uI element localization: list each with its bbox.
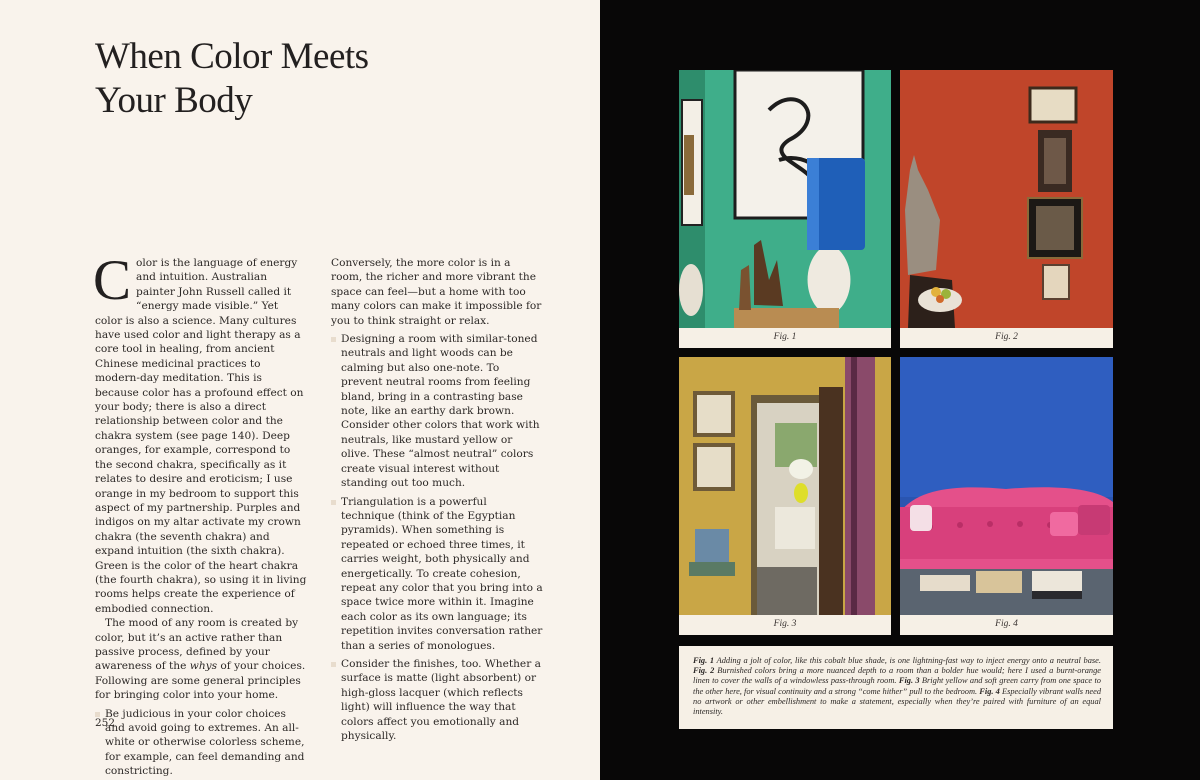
bullet-item: Triangulation is a powerful technique (think of the Egyptian pyramids). When something is repeated or echoed three times, it carries weight, both physically and energetically. To create cohesion, repeat any color that you bring into a space twice more within it. Imagine each color as its own language; its repetition invites conversation rather than a series of monologues. bbox=[331, 495, 543, 653]
figure-1 bbox=[679, 70, 891, 348]
paragraph-1 bbox=[93, 249, 307, 616]
body-column-2 bbox=[331, 256, 543, 743]
paragraph-2 bbox=[95, 616, 307, 702]
yellow-room-illustration bbox=[679, 357, 891, 615]
caption-2-text: Burnished colors bring a more nuanced depth to a room than a bolder hue would; here I used a burnt-orange linen to cover the walls of a windowless pass-through room. bbox=[693, 666, 1101, 686]
drop-cap: C bbox=[93, 249, 132, 312]
bullet-item: Be judicious in your color choices and avoid going to extremes. An all-white or otherwise colorless scheme, for example, can feel demanding and constricting. bbox=[95, 707, 307, 779]
caption-1-text: Adding a jolt of color, like this cobalt blue shade, is one lightning-fast way to inject energy onto a neutral base. bbox=[714, 656, 1101, 665]
figure-4 bbox=[900, 357, 1113, 635]
bullet-item: Consider the finishes, too. Whether a surface is matte (light absorbent) or high-gloss lacquer (which reflects light) will influence the way that colors affect you emotionally and physically. bbox=[331, 657, 543, 743]
caption-1-fig: Fig. 1 bbox=[693, 656, 715, 665]
figure-3 bbox=[679, 357, 891, 635]
caption-3-fig: Fig. 3 bbox=[898, 676, 920, 686]
paragraph-2-text-a: The mood of any room is created by color, but it’s an active rather than passive process, defined by your awareness of the bbox=[95, 617, 299, 673]
caption-4-text: Especially vibrant walls need no artwork or other embellishment to make a statement, especially when they’re paired with furniture of an equal intensity. bbox=[693, 686, 1102, 717]
figure-4-label: Fig. 4 bbox=[995, 619, 1018, 629]
page-number: 252 bbox=[95, 717, 116, 729]
figure-2-label: Fig. 2 bbox=[995, 332, 1018, 342]
figure-2 bbox=[900, 70, 1113, 348]
paragraph-1-text: olor is the language of energy and intuition. Australian painter John Russell called it “energy made visible.” Yet color is also a science. Many cultures have used color and light therapy as a core tool in healing, from ancient Chinese medicinal practices to modern-day meditation. This is because color has a profound effect on your body; there is also a direct relationship between color and the chakra system (see page 140). Deep oranges, for example, correspond to the second chakra, specifically as it relates to desire and eroticism; I use orange in my bedroom to support this aspect of my partnership. Purples and indigos on my altar activate my crown chakra (the seventh chakra) and expand intuition (the sixth chakra). Green is the color of the heart chakra (the fourth chakra), so using it in living rooms helps create the experience of embodied connection. bbox=[95, 257, 307, 615]
page-title bbox=[95, 35, 395, 123]
title-line-1: When Color Meets bbox=[95, 36, 369, 77]
right-page bbox=[600, 0, 1200, 780]
figure-1-label: Fig. 1 bbox=[773, 332, 797, 342]
caption-2-fig: Fig. 2 bbox=[693, 666, 715, 676]
blue-room-illustration bbox=[900, 357, 1113, 615]
caption-3-text: Bright yellow and soft green carry from one space to the other here, for visual continuity and a strong “come hither” pull to the bedroom. bbox=[693, 676, 1101, 696]
body-column-1 bbox=[93, 249, 307, 779]
figure-4-photo bbox=[900, 357, 1113, 615]
paragraph-2-text-b: of your choices. Following are some general principles for bringing color into your home. bbox=[95, 660, 306, 702]
figure-3-label: Fig. 3 bbox=[773, 619, 797, 629]
paragraph-3: Conversely, the more color is in a room, the richer and more vibrant the space can feel—but a home with too many colors can make it impossible for you to think straight or relax. bbox=[331, 257, 542, 327]
orange-room-illustration bbox=[900, 70, 1113, 328]
bullet-item: Designing a room with similar-toned neutrals and light woods can be calming but also one-note. To prevent neutral rooms from feeling bland, bring in a contrasting base note, like an earthy dark brown. Consider other colors that work with neutrals, like mustard yellow or olive. These “almost neutral” colors create visual interest without standing out too much. bbox=[331, 332, 543, 490]
paragraph-2-emphasis: whys bbox=[189, 660, 218, 673]
green-room-illustration bbox=[679, 70, 891, 328]
figure-captions bbox=[679, 646, 1113, 729]
title-line-2: Your Body bbox=[95, 80, 253, 121]
figure-2-photo bbox=[900, 70, 1113, 328]
caption-4-fig: Fig. 4 bbox=[979, 686, 1000, 696]
figure-3-photo bbox=[679, 357, 891, 615]
figure-1-photo bbox=[679, 70, 891, 328]
